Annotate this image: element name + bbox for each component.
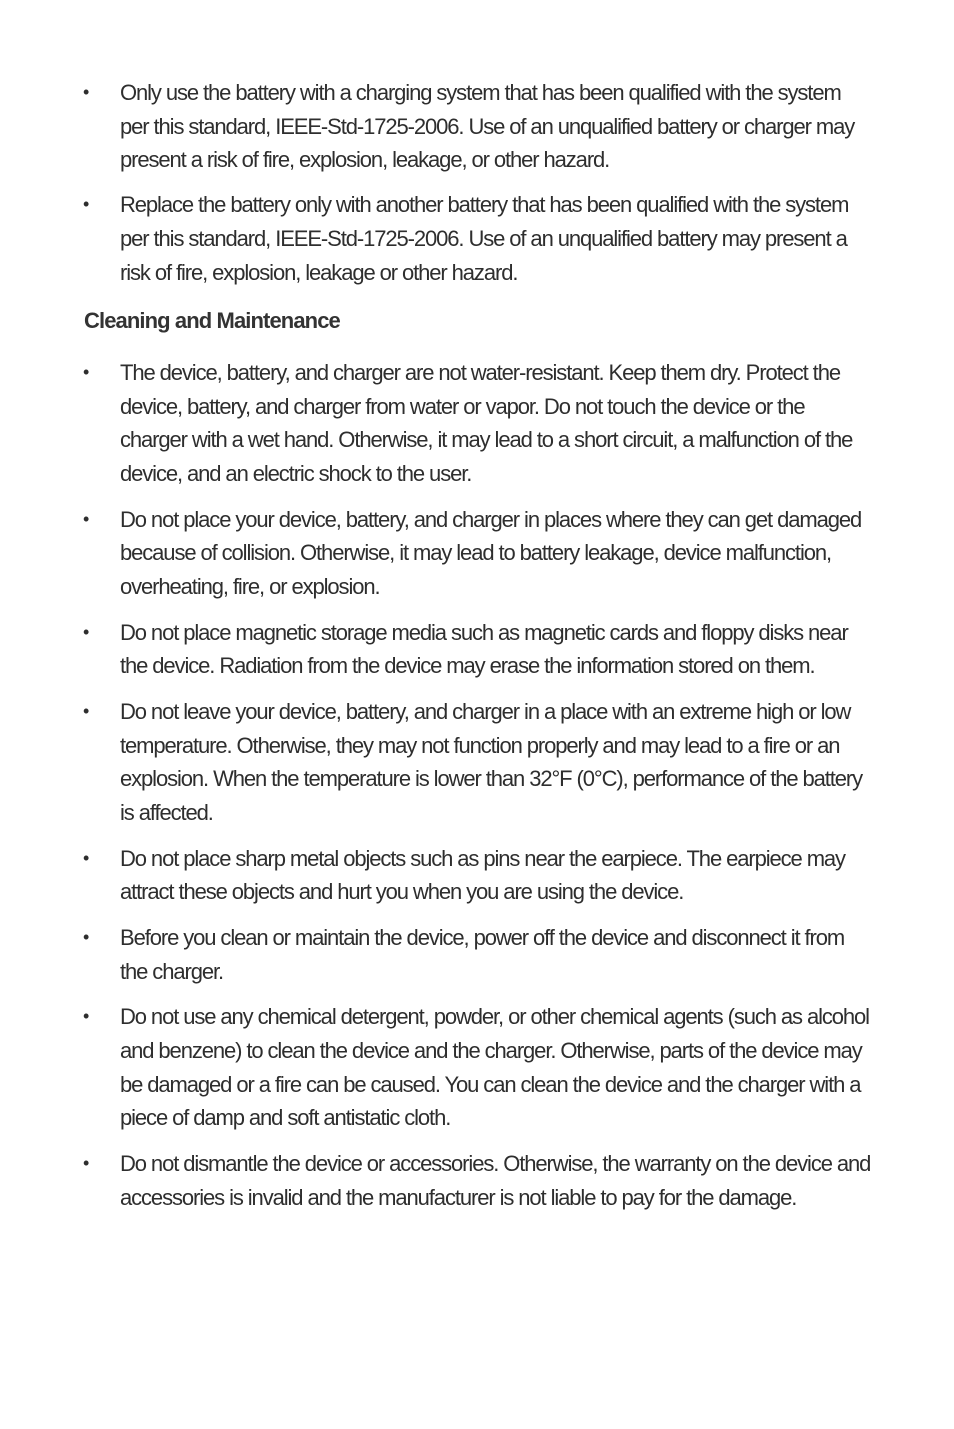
list-item-text: The device, battery, and charger are not water-resistant. Keep them dry. Protect the device, battery, and charger from water or vapor. Do not touch the device or the charger with a wet hand. Otherwise, it may lead to a short circuit, a malfunction of the device, and an electric shock to the user. xyxy=(120,360,853,487)
bullet: • xyxy=(83,621,90,642)
list-item xyxy=(0,616,954,683)
list-item-text: Do not place your device, battery, and charger in places where they can get damaged because of collision. Otherwise, it may lead to battery leakage, device malfunction, overheating, fire, or explosion. xyxy=(120,506,862,600)
bullet: • xyxy=(83,362,90,382)
list-item-text: Do not place sharp metal objects such as pins near the earpiece. The earpiece may attract these objects and hurt you when you are using the device. xyxy=(120,845,845,905)
list-item xyxy=(0,1147,954,1214)
list-item xyxy=(0,1000,954,1135)
list-item xyxy=(0,921,954,988)
bullet: • xyxy=(83,701,90,721)
bullet: • xyxy=(83,847,90,868)
list-item-text: Only use the battery with a charging system that has been qualified with the system per this standard, IEEE-Std-1725-2006. Use of an unqualified battery or charger may present a risk of fire, explosion, leakage, or other hazard. xyxy=(120,80,855,173)
list-item-text: Before you clean or maintain the device, power off the device and disconnect it from the charger. xyxy=(120,925,845,984)
section-heading: Cleaning and Maintenance xyxy=(84,308,340,333)
list-item xyxy=(0,76,954,177)
list-item xyxy=(0,695,954,830)
list-item xyxy=(0,842,954,909)
list-item-text: Replace the battery only with another battery that has been qualified with the system per this standard, IEEE-Std-1725-2006. Use of an unqualified battery may present a risk of fire, explosion, leakage or other hazard. xyxy=(120,192,849,285)
bullet: • xyxy=(83,508,90,529)
bullet: • xyxy=(83,1153,90,1173)
cleaning-maintenance-list xyxy=(0,356,954,1214)
bullet: • xyxy=(83,82,90,102)
list-item xyxy=(0,503,954,604)
list-item xyxy=(0,356,954,491)
list-item-text: Do not place magnetic storage media such as magnetic cards and floppy disks near the device. Radiation from the device may erase the information stored on them. xyxy=(120,619,848,679)
bullet: • xyxy=(83,194,90,215)
bullet: • xyxy=(83,1006,90,1027)
list-item-text: Do not use any chemical detergent, powder, or other chemical agents (such as alcohol and benzene) to clean the device and the charger. Otherwise, parts of the device may be damaged or a fire can be caused. You can clean the device and the charger with a piece of damp and soft antistatic cloth. xyxy=(120,1004,869,1131)
list-item xyxy=(0,188,954,289)
list-item-text: Do not dismantle the device or accessories. Otherwise, the warranty on the device and accessories is invalid and the manufacturer is not liable to pay for the damage. xyxy=(120,1151,871,1210)
list-item-text: Do not leave your device, battery, and charger in a place with an extreme high or low temperature. Otherwise, they may not function properly and may lead to a fire or an explosion. When the temperature is lower than 32°F (0°C), performance of the battery is affected. xyxy=(120,699,863,826)
battery-safety-list xyxy=(0,76,954,289)
bullet: • xyxy=(83,927,90,947)
